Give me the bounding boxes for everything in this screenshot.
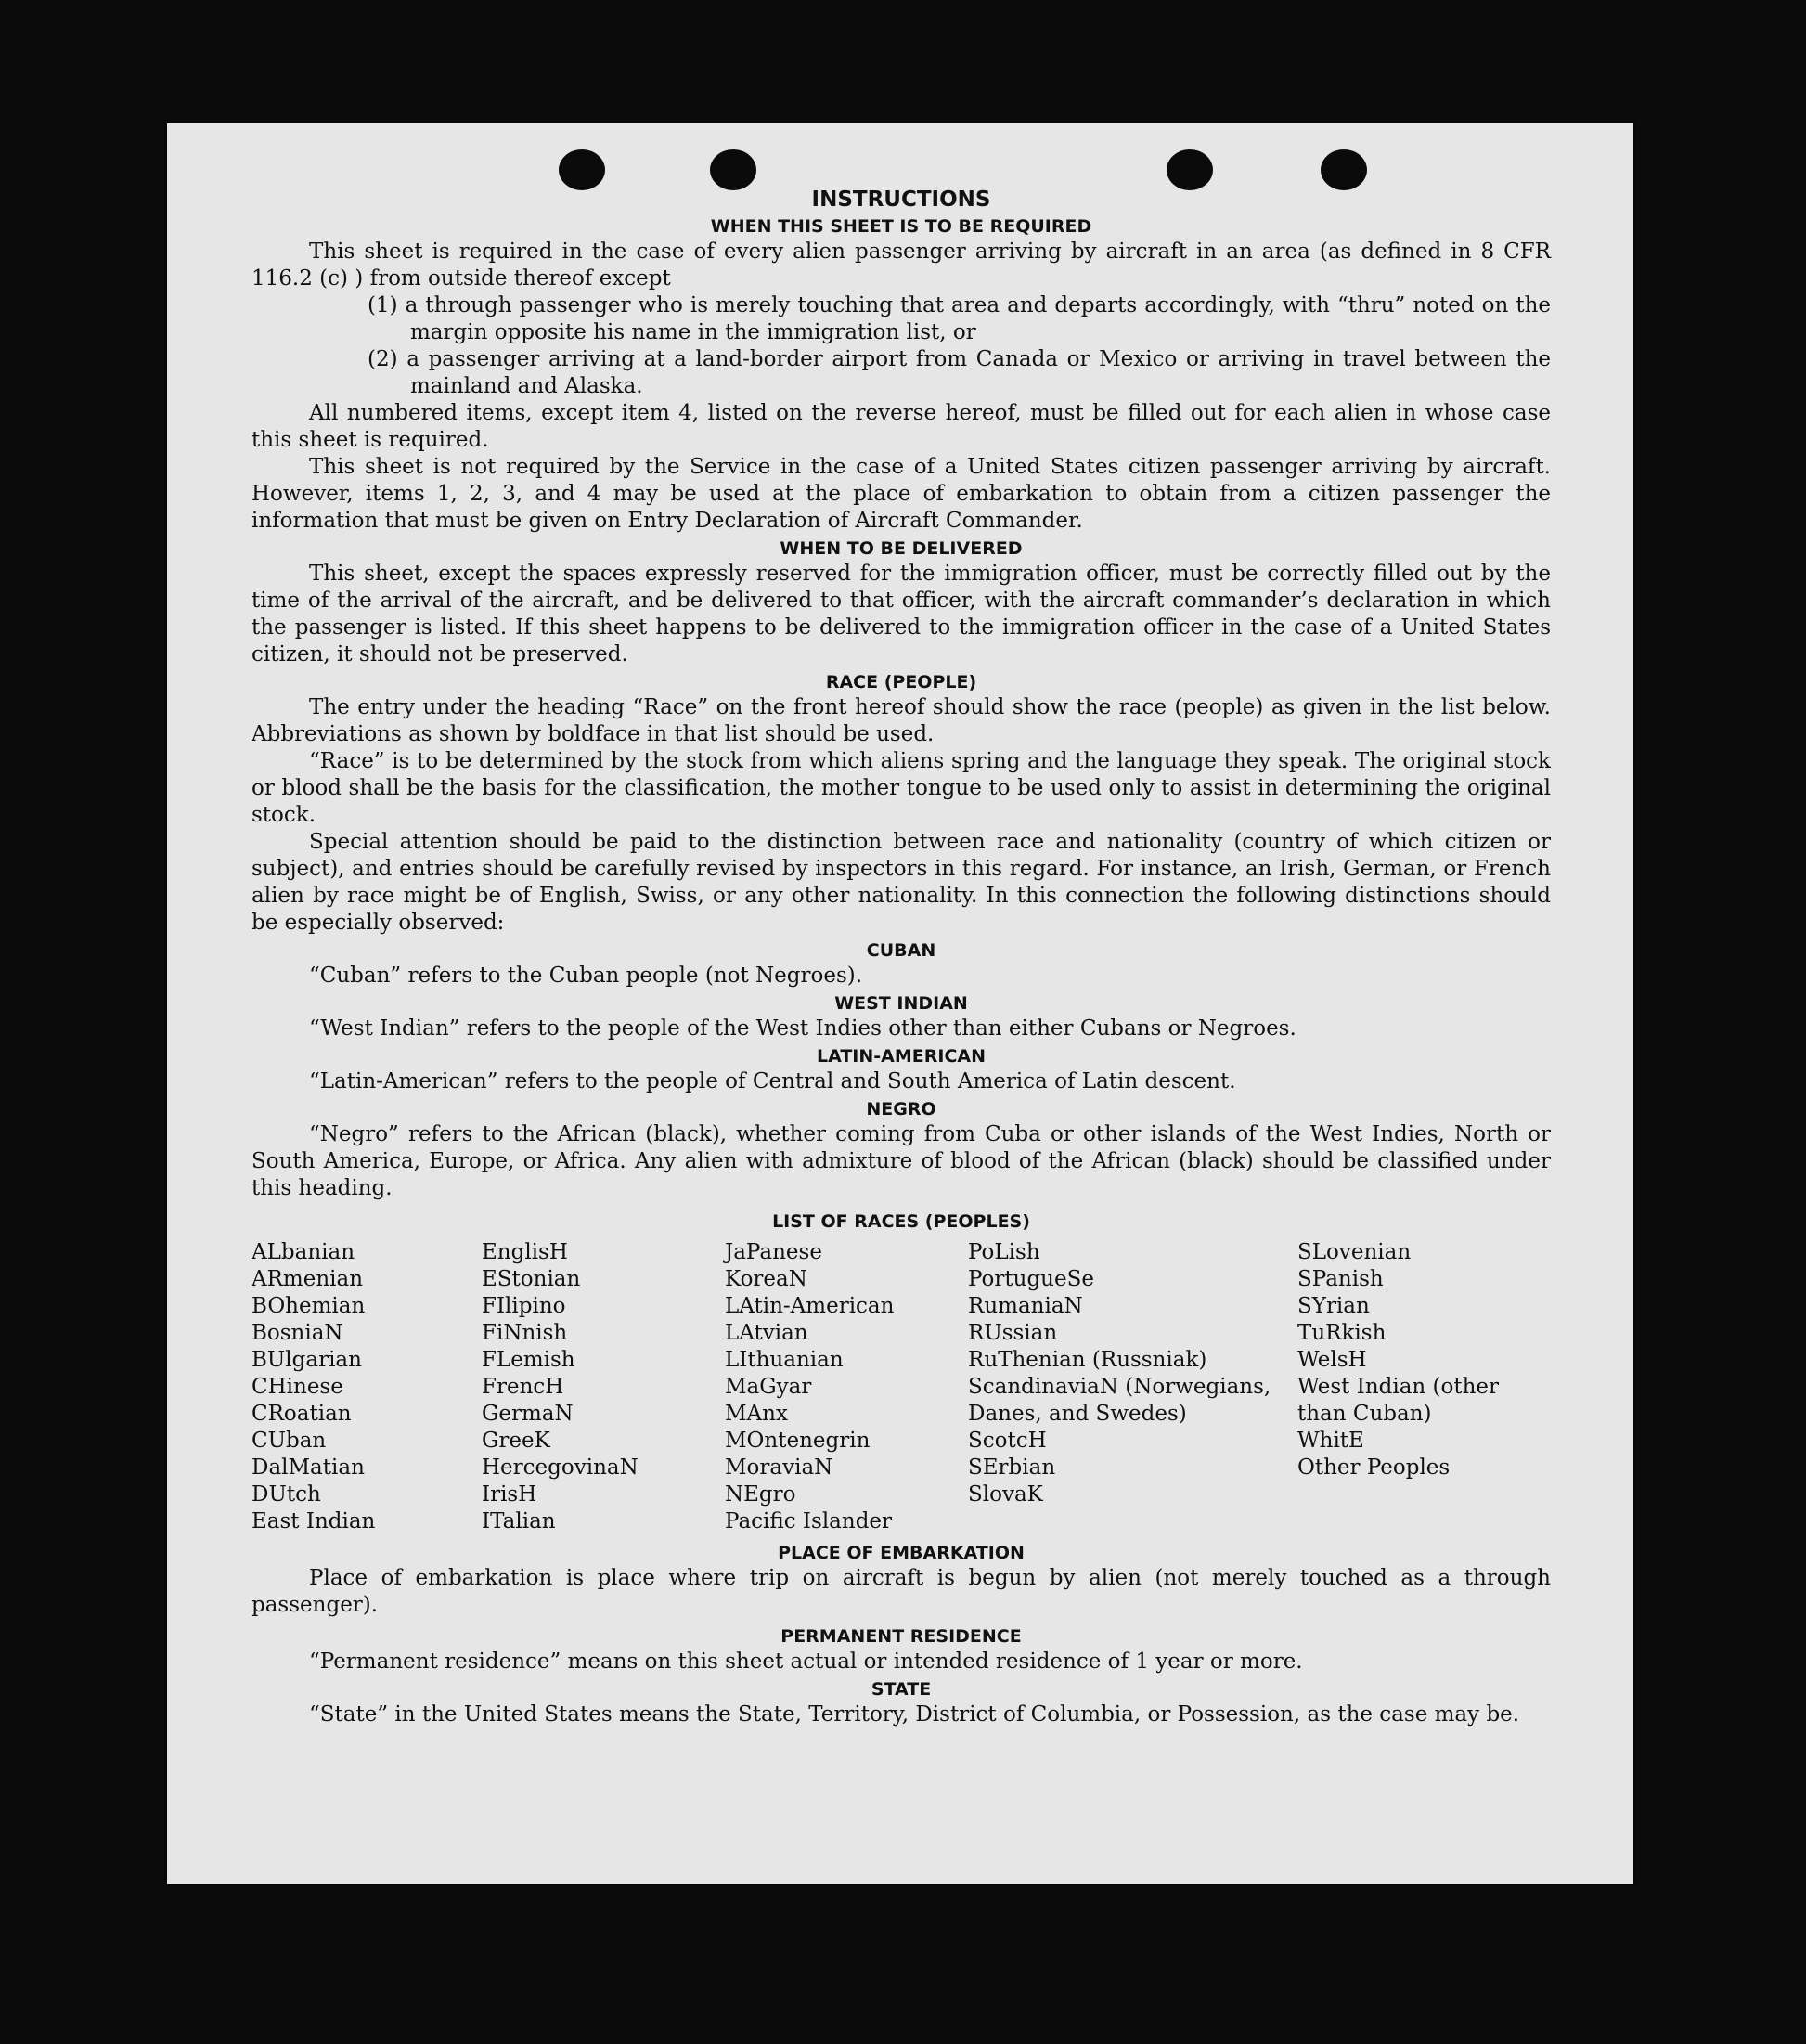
races-column — [252, 1239, 482, 1535]
race-entry: CUban — [252, 1429, 327, 1453]
races-list — [252, 1239, 1551, 1535]
race-entry: East Indian — [252, 1509, 376, 1533]
race-entry: TuRkish — [1297, 1321, 1387, 1345]
race-entry: RuThenian (Russniak) — [968, 1348, 1207, 1372]
race-entry: NEgro — [725, 1482, 796, 1507]
paragraph: This sheet, except the spaces expressly reserved for the immigration officer, must be correctly filled out by the time of the arrival of the aircraft, and be delivered to that officer, with the aircraft commander’s declaration in which the passenger is listed. If this sheet happens to be delivered to the immigration officer in the case of a United States citizen, it should not be preserved. — [252, 562, 1551, 666]
paragraph: “Cuban” refers to the Cuban people (not Negroes). — [309, 964, 863, 988]
race-entry: KoreaN — [725, 1267, 807, 1291]
race-entry: CRoatian — [252, 1402, 352, 1426]
section-heading: PERMANENT RESIDENCE — [780, 1626, 1022, 1647]
race-entry: EnglisH — [482, 1240, 568, 1264]
section-heading: WEST INDIAN — [834, 993, 968, 1014]
race-entry: DalMatian — [252, 1455, 365, 1480]
paragraph: “State” in the United States means the State, Territory, District of Columbia, or Possession, as the case may be. — [309, 1702, 1520, 1727]
paragraph: “Negro” refers to the African (black), whether coming from Cuba or other islands of the West Indies, North or South America, Europe, or Africa. Any alien with admixture of blood of the African (black) should be classified under this heading. — [252, 1122, 1551, 1200]
race-entry: GermaN — [482, 1402, 574, 1426]
race-entry: HercegovinaN — [482, 1455, 639, 1480]
page-title: INSTRUCTIONS — [811, 188, 991, 212]
list-item: (1) a through passenger who is merely touching that area and departs accordingly, with “thru” noted on the margin opposite his name in the immigration list, or — [368, 293, 1551, 344]
races-column — [968, 1239, 1297, 1535]
punch-hole — [710, 149, 756, 190]
race-entry: SLovenian — [1297, 1240, 1412, 1264]
race-entry: Other Peoples — [1297, 1455, 1451, 1480]
race-entry: MaGyar — [725, 1375, 812, 1399]
race-entry: CHinese — [252, 1375, 343, 1399]
section-heading: PLACE OF EMBARKATION — [778, 1543, 1025, 1563]
race-entry: DUtch — [252, 1482, 321, 1507]
race-entry: PortugueSe — [968, 1267, 1094, 1291]
race-entry: SlovaK — [968, 1482, 1043, 1507]
race-entry: RumaniaN — [968, 1294, 1083, 1318]
paragraph: “Latin-American” refers to the people of Central and South America of Latin descent. — [309, 1069, 1236, 1093]
section-heading: STATE — [871, 1679, 932, 1700]
race-entry: FIlipino — [482, 1294, 566, 1318]
races-column — [725, 1239, 968, 1535]
race-entry: WelsH — [1297, 1348, 1367, 1372]
race-entry: SPanish — [1297, 1267, 1384, 1291]
section-heading: NEGRO — [866, 1099, 936, 1119]
race-entry: RUssian — [968, 1321, 1058, 1345]
section-heading: WHEN THIS SHEET IS TO BE REQUIRED — [710, 216, 1092, 237]
race-entry: Pacific Islander — [725, 1509, 893, 1533]
section-heading: CUBAN — [866, 940, 936, 961]
race-entry: MAnx — [725, 1402, 788, 1426]
paragraph: “Race” is to be determined by the stock from which aliens spring and the language they speak. The original stock or blood shall be the basis for the classification, the mother tongue to be used only to assist in determining the original stock. — [252, 749, 1551, 827]
race-entry: GreeK — [482, 1429, 550, 1453]
races-column — [1297, 1239, 1548, 1535]
race-entry: IrisH — [482, 1482, 537, 1507]
paragraph: All numbered items, except item 4, listed on the reverse hereof, must be filled out for each alien in whose case this sheet is required. — [252, 401, 1551, 452]
document-content — [252, 187, 1551, 1732]
race-entry: FiNnish — [482, 1321, 568, 1345]
paragraph: Place of embarkation is place where trip on aircraft is begun by alien (not merely touched as a through passenger). — [252, 1566, 1551, 1617]
race-entry: ITalian — [482, 1509, 556, 1533]
race-entry: LAtin-American — [725, 1294, 895, 1318]
list-item: (2) a passenger arriving at a land-border airport from Canada or Mexico or arriving in travel between the mainland and Alaska. — [368, 347, 1551, 398]
race-entry: ScotcH — [968, 1429, 1047, 1453]
race-entry: LIthuanian — [725, 1348, 844, 1372]
race-entry: LAtvian — [725, 1321, 808, 1345]
race-entry: BOhemian — [252, 1294, 366, 1318]
document-sheet — [167, 123, 1633, 1884]
race-entry: ALbanian — [252, 1240, 355, 1264]
punch-hole — [559, 149, 605, 190]
races-column — [482, 1239, 725, 1535]
race-entry: PoLish — [968, 1240, 1040, 1264]
race-entry: SErbian — [968, 1455, 1056, 1480]
race-entry: SYrian — [1297, 1294, 1370, 1318]
race-entry: MOntenegrin — [725, 1429, 871, 1453]
race-entry: FLemish — [482, 1348, 575, 1372]
section-heading: WHEN TO BE DELIVERED — [780, 538, 1023, 559]
race-entry: West Indian (other than Cuban) — [1297, 1375, 1500, 1426]
race-entry: FrencH — [482, 1375, 564, 1399]
race-entry: BUlgarian — [252, 1348, 362, 1372]
paragraph: “West Indian” refers to the people of the West Indies other than either Cubans or Negroes. — [309, 1016, 1296, 1041]
punch-hole — [1321, 149, 1367, 190]
paragraph: “Permanent residence” means on this sheet actual or intended residence of 1 year or more. — [309, 1649, 1303, 1674]
race-entry: JaPanese — [725, 1240, 822, 1264]
section-heading: LATIN-AMERICAN — [817, 1046, 986, 1067]
race-entry: WhitE — [1297, 1429, 1364, 1453]
race-entry: ARmenian — [252, 1267, 364, 1291]
section-heading: RACE (PEOPLE) — [825, 672, 977, 692]
section-heading: LIST OF RACES (PEOPLES) — [772, 1211, 1030, 1232]
race-entry: BosniaN — [252, 1321, 343, 1345]
paragraph: This sheet is not required by the Service in the case of a United States citizen passenger arriving by aircraft. However, items 1, 2, 3, and 4 may be used at the place of embarkation to obtain from a citizen passenger the information that must be given on Entry Declaration of Aircraft Commander. — [252, 455, 1551, 533]
race-entry: EStonian — [482, 1267, 581, 1291]
paragraph: The entry under the heading “Race” on the front hereof should show the race (people) as given in the list below. Abbreviations as shown by boldface in that list should be used. — [252, 695, 1551, 746]
race-entry: MoraviaN — [725, 1455, 833, 1480]
paragraph: Special attention should be paid to the distinction between race and nationality (country of which citizen or subject), and entries should be carefully revised by inspectors in this regard. For instance, an Irish, German, or French alien by race might be of English, Swiss, or any other nationality. In this connection the following distinctions should be especially observed: — [252, 830, 1551, 935]
punch-hole — [1167, 149, 1213, 190]
race-entry: ScandinaviaN (Norwegians, Danes, and Swedes) — [968, 1375, 1271, 1426]
paragraph: This sheet is required in the case of every alien passenger arriving by aircraft in an area (as defined in 8 CFR 116.2 (c) ) from outside thereof except — [252, 239, 1551, 291]
